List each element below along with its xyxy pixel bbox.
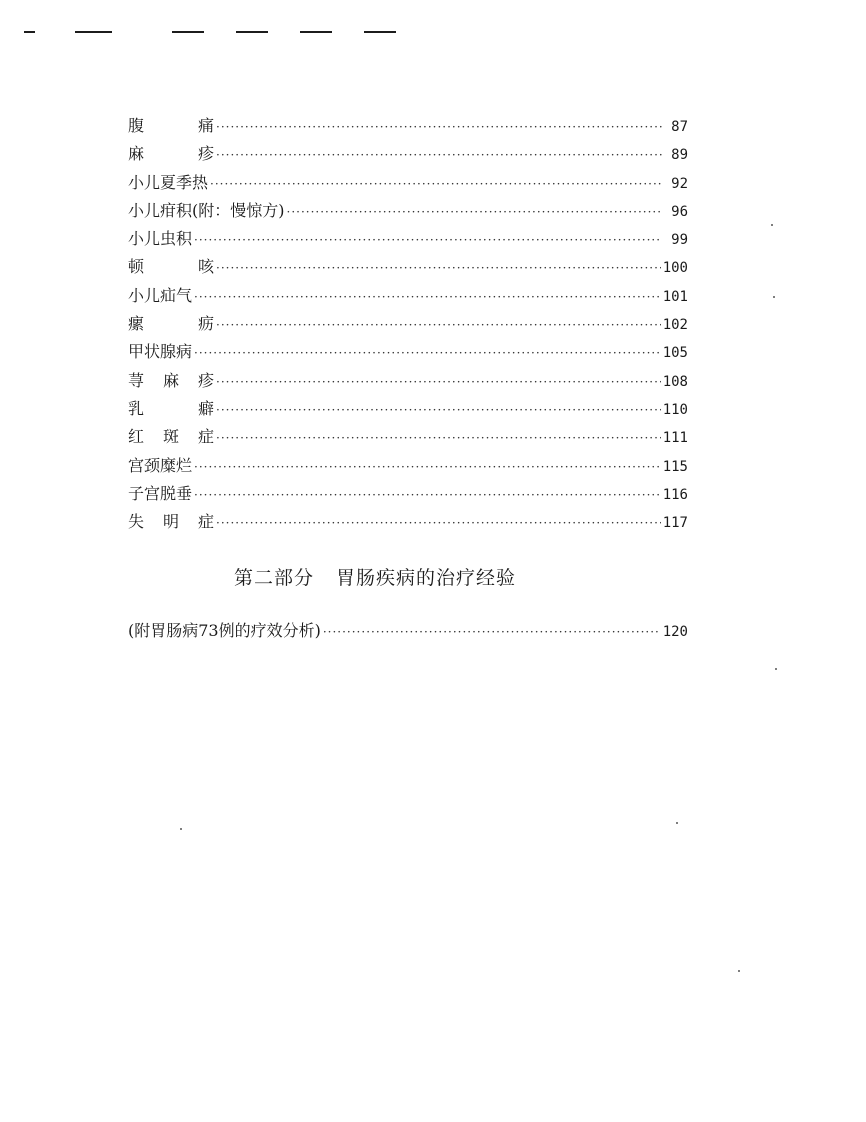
toc-entry[interactable]	[128, 367, 688, 395]
toc-page-number: 102	[662, 317, 688, 334]
toc-entry[interactable]	[128, 112, 688, 140]
scan-speck	[771, 224, 773, 226]
toc-title-char: 红	[128, 427, 145, 447]
scan-speck	[773, 296, 775, 298]
toc-title-char: 疬	[197, 314, 214, 334]
toc-title-char: 明	[162, 512, 179, 532]
scan-speck	[676, 822, 678, 824]
toc-title-char: 症	[197, 427, 214, 447]
toc-entry-title	[128, 310, 214, 338]
toc-entry-title: 小儿虫积	[128, 229, 193, 249]
header-dash	[236, 31, 268, 33]
toc-entry-title	[128, 367, 214, 395]
toc-title-char: 麻	[162, 370, 179, 390]
dot-leader	[216, 509, 661, 537]
appendix-entry[interactable]	[128, 618, 688, 641]
toc-entry[interactable]	[128, 395, 688, 423]
dot-leader	[216, 396, 661, 424]
toc-entry[interactable]	[128, 197, 688, 225]
toc-entry-title: 甲状腺病	[128, 342, 193, 362]
toc-page-number: 117	[662, 515, 688, 532]
toc-title-char: 荨	[128, 370, 145, 390]
header-dash	[364, 31, 396, 33]
dot-leader	[216, 113, 662, 141]
dot-leader	[194, 453, 661, 481]
scan-speck	[775, 668, 777, 670]
toc-page-number: 101	[662, 288, 688, 305]
toc-page-number: 100	[662, 260, 688, 277]
header-dash	[24, 31, 35, 33]
toc-entry-title: 子宫脱垂	[128, 483, 193, 503]
toc-entry[interactable]	[128, 310, 688, 338]
toc-entry-title: 小儿夏季热	[128, 172, 209, 192]
toc-page-number: 105	[662, 345, 688, 362]
toc-title-char: 麻	[128, 144, 145, 164]
toc-entry[interactable]	[128, 140, 688, 168]
toc-title-char: 咳	[197, 257, 214, 277]
table-of-contents	[128, 112, 688, 536]
dot-leader	[216, 254, 661, 282]
dot-leader	[194, 226, 662, 254]
toc-entry[interactable]	[128, 169, 688, 197]
toc-entry[interactable]	[128, 225, 688, 253]
toc-title-char: 癖	[197, 398, 214, 418]
toc-title-char: 疹	[197, 144, 214, 164]
toc-title-char: 腹	[128, 116, 145, 135]
appendix-page-number: 120	[662, 624, 688, 640]
toc-page-number: 110	[662, 401, 688, 418]
toc-page-number: 116	[662, 486, 688, 503]
part-heading	[234, 563, 516, 590]
dot-leader	[323, 625, 661, 639]
toc-page-number: 89	[671, 147, 688, 164]
header-dash	[172, 31, 204, 33]
toc-entry[interactable]	[128, 452, 688, 480]
dot-leader	[194, 283, 661, 311]
toc-entry[interactable]	[128, 282, 688, 310]
toc-title-char: 疹	[197, 370, 214, 390]
toc-title-char: 失	[128, 512, 145, 532]
toc-entry-title	[128, 253, 214, 281]
toc-entry-title: 小儿疝气	[128, 285, 193, 305]
toc-entry-title	[128, 508, 214, 536]
dot-leader	[210, 170, 662, 198]
toc-title-char: 顿	[128, 257, 145, 277]
toc-entry-title	[128, 140, 214, 168]
toc-entry[interactable]	[128, 508, 688, 536]
part-label: 第二部分	[234, 567, 315, 589]
scan-speck	[180, 828, 182, 830]
toc-title-char: 痛	[197, 116, 214, 135]
toc-page-number: 87	[671, 119, 688, 135]
toc-entry[interactable]	[128, 253, 688, 281]
header-dash	[300, 31, 332, 33]
toc-title-char: 症	[197, 512, 214, 532]
appendix-title: (附胃肠病73例的疗效分析)	[128, 621, 321, 640]
part-title: 胃肠疾病的治疗经验	[336, 567, 517, 589]
toc-entry-title	[128, 423, 214, 451]
toc-entry-title	[128, 112, 214, 140]
toc-title-char: 乳	[128, 398, 145, 418]
toc-entry[interactable]	[128, 423, 688, 451]
toc-page-number: 92	[671, 175, 688, 192]
dot-leader	[216, 311, 661, 339]
toc-entry-title	[128, 395, 214, 423]
toc-page-number: 108	[662, 373, 688, 390]
toc-entry[interactable]	[128, 480, 688, 508]
toc-entry[interactable]	[128, 338, 688, 366]
dot-leader	[194, 339, 661, 367]
dot-leader	[216, 424, 661, 452]
dot-leader	[287, 198, 663, 226]
toc-page-number: 99	[671, 232, 688, 249]
toc-title-char: 斑	[162, 427, 179, 447]
toc-title-char: 瘰	[128, 314, 145, 334]
header-dash	[75, 31, 112, 33]
dot-leader	[194, 481, 661, 509]
toc-page-number: 115	[662, 458, 688, 475]
scan-speck	[738, 970, 740, 972]
dot-leader	[216, 368, 661, 396]
dot-leader	[216, 141, 662, 169]
toc-page-number: 96	[671, 203, 688, 220]
toc-page-number: 111	[662, 430, 688, 447]
toc-entry-title: 宫颈糜烂	[128, 455, 193, 475]
toc-entry-title: 小儿疳积(附：慢惊方)	[128, 200, 285, 220]
